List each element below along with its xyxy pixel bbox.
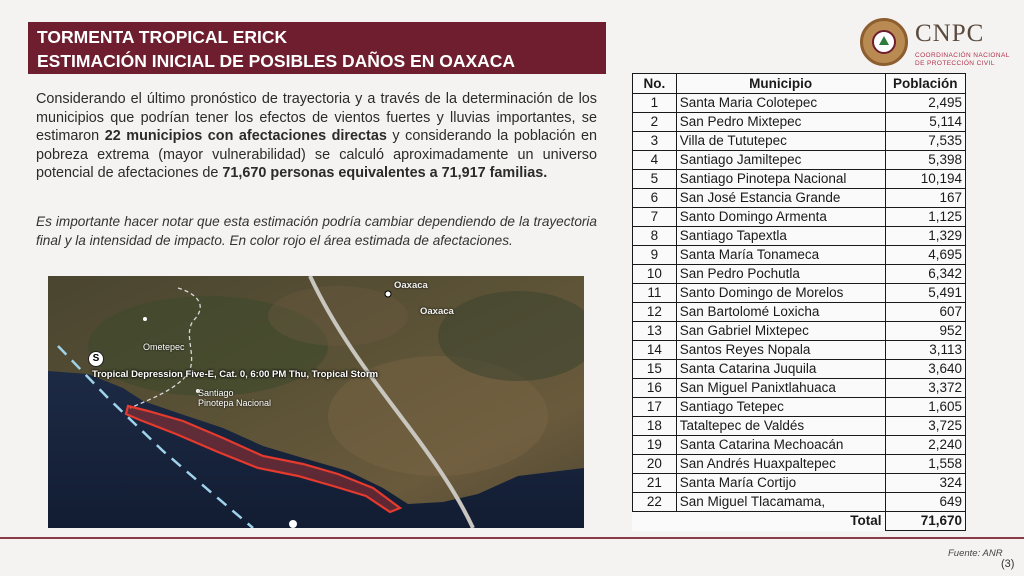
oaxaca-city-dot xyxy=(385,291,391,297)
cell-poblacion: 6,342 xyxy=(885,265,965,284)
cell-no: 19 xyxy=(633,436,677,455)
map-label-storm: Tropical Depression Five-E, Cat. 0, 6:00 PM Thu, Tropical Storm xyxy=(92,369,379,380)
table-row xyxy=(633,436,966,455)
total-label: Total xyxy=(633,512,886,531)
table-row xyxy=(633,455,966,474)
intro-paragraph xyxy=(36,90,597,183)
page-subtitle: ESTIMACIÓN INICIAL DE POSIBLES DAÑOS EN OAXACA xyxy=(37,51,516,71)
cell-municipio: San José Estancia Grande xyxy=(676,189,885,208)
cell-poblacion: 649 xyxy=(885,493,965,512)
table-row xyxy=(633,493,966,512)
table-row xyxy=(633,132,966,151)
intro-text-2: y considerando la población en pobreza extrema (mayor vulnerabilidad) se calculó aproximadamente un universo potencial de afectaciones de xyxy=(36,128,597,182)
header-no: No. xyxy=(633,74,677,94)
cell-municipio: Santos Reyes Nopala xyxy=(676,341,885,360)
table-row xyxy=(633,360,966,379)
cell-municipio: Santiago Pinotepa Nacional xyxy=(676,170,885,189)
cell-no: 18 xyxy=(633,417,677,436)
footer-divider xyxy=(0,537,1024,539)
note-paragraph: Es importante hacer notar que esta estimación podría cambiar dependiendo de la trayectoria final y la intensidad de impacto. En color rojo el área estimada de afectaciones. xyxy=(36,214,597,248)
cell-no: 6 xyxy=(633,189,677,208)
map-graphic xyxy=(48,276,584,528)
cell-municipio: Santa María Cortijo xyxy=(676,474,885,493)
source-note: Fuente: ANR xyxy=(948,548,1003,559)
cell-municipio: Santa Maria Colotepec xyxy=(676,94,885,113)
cell-poblacion: 4,695 xyxy=(885,246,965,265)
cell-poblacion: 1,605 xyxy=(885,398,965,417)
table-row xyxy=(633,151,966,170)
cell-no: 5 xyxy=(633,170,677,189)
bottom-marker-dot xyxy=(289,520,297,528)
cell-no: 10 xyxy=(633,265,677,284)
logo-name: CNPC xyxy=(915,20,985,47)
cell-poblacion: 3,640 xyxy=(885,360,965,379)
cell-no: 16 xyxy=(633,379,677,398)
map-label-pinotepa-1: Santiago xyxy=(198,388,234,398)
page-title: TORMENTA TROPICAL ERICK xyxy=(37,27,288,47)
table-row xyxy=(633,246,966,265)
table-row xyxy=(633,170,966,189)
table-row xyxy=(633,227,966,246)
cell-poblacion: 1,558 xyxy=(885,455,965,474)
cell-no: 22 xyxy=(633,493,677,512)
intro-bold-personas: 71,670 personas equivalentes a 71,917 familias. xyxy=(222,165,548,182)
cell-municipio: Tataltepec de Valdés xyxy=(676,417,885,436)
cell-no: 17 xyxy=(633,398,677,417)
storm-marker-icon: S xyxy=(88,351,104,367)
cell-poblacion: 3,725 xyxy=(885,417,965,436)
cell-municipio: San Pedro Mixtepec xyxy=(676,113,885,132)
cell-poblacion: 1,125 xyxy=(885,208,965,227)
table-row xyxy=(633,303,966,322)
cell-poblacion: 324 xyxy=(885,474,965,493)
cell-no: 8 xyxy=(633,227,677,246)
cell-poblacion: 952 xyxy=(885,322,965,341)
cell-municipio: San Miguel Panixtlahuaca xyxy=(676,379,885,398)
cell-no: 14 xyxy=(633,341,677,360)
cell-poblacion: 3,372 xyxy=(885,379,965,398)
table-row xyxy=(633,322,966,341)
table-row xyxy=(633,94,966,113)
cell-no: 9 xyxy=(633,246,677,265)
cell-no: 2 xyxy=(633,113,677,132)
cell-municipio: Santa Catarina Juquila xyxy=(676,360,885,379)
total-value: 71,670 xyxy=(885,512,965,531)
cnpc-logo xyxy=(860,18,1020,68)
cell-municipio: Villa de Tututepec xyxy=(676,132,885,151)
cell-poblacion: 2,495 xyxy=(885,94,965,113)
cell-poblacion: 5,491 xyxy=(885,284,965,303)
map-label-oaxaca-city: Oaxaca xyxy=(394,280,428,291)
table-body xyxy=(633,94,966,531)
cell-municipio: Santiago Tapextla xyxy=(676,227,885,246)
table-row xyxy=(633,341,966,360)
cell-no: 3 xyxy=(633,132,677,151)
cell-municipio: Santa María Tonameca xyxy=(676,246,885,265)
cell-poblacion: 2,240 xyxy=(885,436,965,455)
header-poblacion: Población xyxy=(885,74,965,94)
cell-no: 7 xyxy=(633,208,677,227)
cell-municipio: Santiago Tetepec xyxy=(676,398,885,417)
cell-no: 11 xyxy=(633,284,677,303)
civil-protection-emblem-icon xyxy=(860,18,908,66)
table-row xyxy=(633,398,966,417)
cell-municipio: San Miguel Tlacamama, xyxy=(676,493,885,512)
municipios-table xyxy=(632,73,966,531)
cell-poblacion: 1,329 xyxy=(885,227,965,246)
cell-no: 13 xyxy=(633,322,677,341)
cell-municipio: Santo Domingo Armenta xyxy=(676,208,885,227)
map-label-ometepec: Ometepec xyxy=(143,342,185,352)
cell-poblacion: 5,114 xyxy=(885,113,965,132)
cell-municipio: San Pedro Pochutla xyxy=(676,265,885,284)
cell-no: 1 xyxy=(633,94,677,113)
table-row xyxy=(633,189,966,208)
cell-no: 4 xyxy=(633,151,677,170)
map-label-oaxaca-state: Oaxaca xyxy=(420,306,454,317)
cell-poblacion: 3,113 xyxy=(885,341,965,360)
table-row xyxy=(633,474,966,493)
cell-municipio: San Gabriel Mixtepec xyxy=(676,322,885,341)
table-row xyxy=(633,208,966,227)
cell-municipio: Santa Catarina Mechoacán xyxy=(676,436,885,455)
map-label-pinotepa-2: Pinotepa Nacional xyxy=(198,398,272,408)
cell-no: 20 xyxy=(633,455,677,474)
cell-municipio: San Bartolomé Loxicha xyxy=(676,303,885,322)
title-band xyxy=(28,22,606,74)
table-header-row xyxy=(633,74,966,94)
table-row xyxy=(633,379,966,398)
cell-municipio: Santiago Jamiltepec xyxy=(676,151,885,170)
ometepec-dot xyxy=(143,317,147,321)
cell-poblacion: 167 xyxy=(885,189,965,208)
page-number: (3) xyxy=(1001,558,1015,570)
logo-subtitle-line2: DE PROTECCIÓN CIVIL xyxy=(915,60,995,67)
table-row xyxy=(633,265,966,284)
logo-subtitle-line1: COORDINACIÓN NACIONAL xyxy=(915,52,1010,59)
table-row xyxy=(633,284,966,303)
cell-poblacion: 607 xyxy=(885,303,965,322)
header-municipio: Municipio xyxy=(676,74,885,94)
intro-text-1: Considerando el último pronóstico de trayectoria y a través de la determinación de los municipios que podrían tener los efectos de vientos fuertes y lluvias importantes, se estimaron xyxy=(36,91,597,145)
cell-municipio: San Andrés Huaxpaltepec xyxy=(676,455,885,474)
cell-poblacion: 10,194 xyxy=(885,170,965,189)
cell-no: 15 xyxy=(633,360,677,379)
affected-area-map xyxy=(48,276,584,528)
cell-no: 21 xyxy=(633,474,677,493)
table-row xyxy=(633,113,966,132)
table-total-row xyxy=(633,512,966,531)
table-row xyxy=(633,417,966,436)
cell-no: 12 xyxy=(633,303,677,322)
cell-poblacion: 7,535 xyxy=(885,132,965,151)
intro-bold-municipios: 22 municipios con afectaciones directas xyxy=(104,128,387,145)
cell-poblacion: 5,398 xyxy=(885,151,965,170)
cell-municipio: Santo Domingo de Morelos xyxy=(676,284,885,303)
